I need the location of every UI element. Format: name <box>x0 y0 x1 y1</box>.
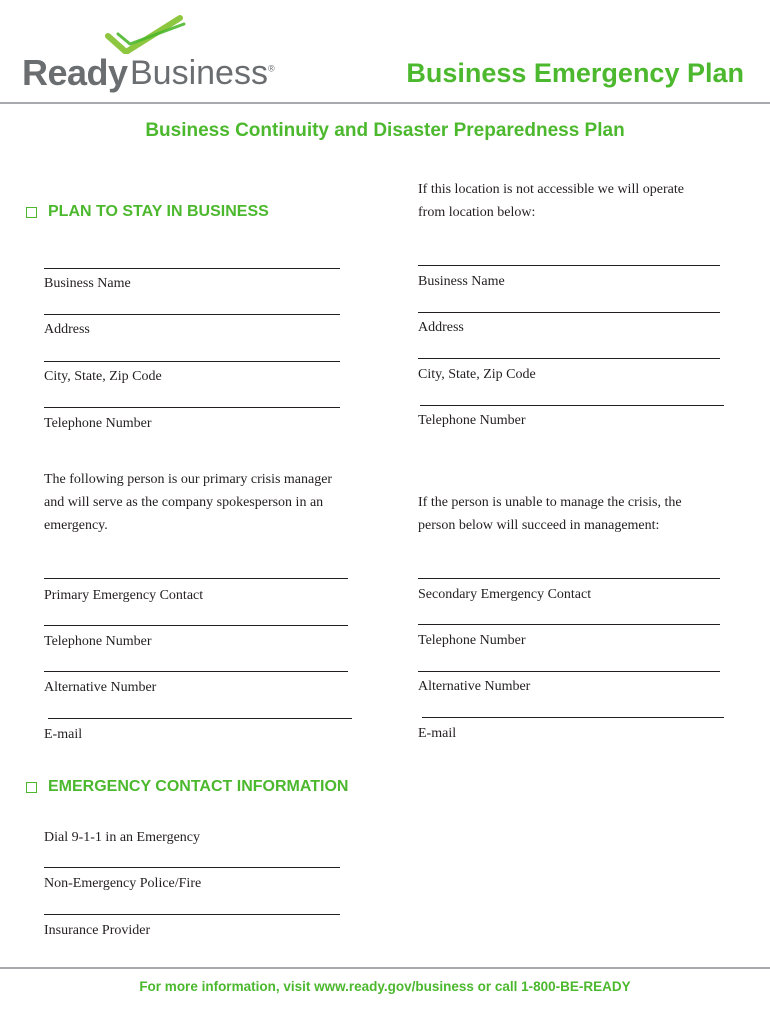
primary-contact-intro <box>44 468 364 537</box>
logo-word-business <box>130 54 275 93</box>
logo-business-text: Business <box>130 54 268 92</box>
secondary-contact-label: Secondary Emergency Contact <box>418 587 592 602</box>
stay-in-business-heading <box>26 203 269 221</box>
insurance-field[interactable] <box>44 914 340 915</box>
primary-alternative-field[interactable] <box>44 671 348 672</box>
logo-word-ready: Ready <box>22 52 128 93</box>
address-field[interactable] <box>44 314 340 315</box>
secondary-telephone-field[interactable] <box>418 624 720 625</box>
alt-address-label: Address <box>418 320 464 335</box>
telephone-label: Telephone Number <box>44 416 152 431</box>
secondary-alternative-field[interactable] <box>418 671 720 672</box>
secondary-email-label: E-mail <box>418 726 457 741</box>
emergency-contact-heading-text: EMERGENCY CONTACT INFORMATION <box>48 778 349 795</box>
alt-telephone-field[interactable] <box>420 405 724 406</box>
primary-alternative-label: Alternative Number <box>44 680 157 695</box>
checkmark-icon <box>104 14 190 54</box>
primary-telephone-field[interactable] <box>44 625 348 626</box>
alt-telephone-label: Telephone Number <box>418 413 526 428</box>
secondary-alternative-label: Alternative Number <box>418 679 531 694</box>
secondary-email-field[interactable] <box>422 717 724 718</box>
primary-email-field[interactable] <box>48 718 352 719</box>
alternate-location-intro <box>418 178 748 224</box>
alt-city-state-zip-label: City, State, Zip Code <box>418 367 536 382</box>
stay-in-business-checkbox[interactable] <box>26 207 37 218</box>
alt-business-name-field[interactable] <box>418 265 720 266</box>
ready-business-logo <box>22 14 275 96</box>
emergency-contact-heading <box>26 778 348 796</box>
footer-rule <box>0 967 770 969</box>
registered-mark: ® <box>267 63 275 74</box>
business-name-label: Business Name <box>44 276 131 291</box>
non-emergency-label: Non-Emergency Police/Fire <box>44 876 202 891</box>
primary-telephone-label: Telephone Number <box>44 634 152 649</box>
document-title: Business Emergency Plan <box>406 58 744 88</box>
primary-contact-intro-line: and will serve as the company spokesperson in an <box>44 495 324 510</box>
alt-address-field[interactable] <box>418 312 720 313</box>
primary-email-label: E-mail <box>44 727 83 742</box>
emergency-contact-checkbox[interactable] <box>26 782 37 793</box>
alternate-location-intro-line: from location below: <box>418 205 536 220</box>
document-subtitle: Business Continuity and Disaster Preparedness Plan <box>145 120 625 141</box>
primary-contact-intro-line: The following person is our primary crisis manager <box>44 472 333 487</box>
footer-info: For more information, visit www.ready.gov/business or call 1-800-BE-READY <box>139 979 631 994</box>
address-label: Address <box>44 322 90 337</box>
alternate-location-intro-line: If this location is not accessible we will operate <box>418 182 684 197</box>
secondary-contact-intro-line: If the person is unable to manage the crisis, the <box>418 495 682 510</box>
non-emergency-field[interactable] <box>44 867 340 868</box>
city-state-zip-field[interactable] <box>44 361 340 362</box>
stay-in-business-heading-text: PLAN TO STAY IN BUSINESS <box>48 203 269 220</box>
primary-contact-intro-line: emergency. <box>44 518 108 533</box>
alt-city-state-zip-field[interactable] <box>418 358 720 359</box>
dial-911-label: Dial 9-1-1 in an Emergency <box>44 830 201 845</box>
primary-contact-label: Primary Emergency Contact <box>44 588 204 603</box>
city-state-zip-label: City, State, Zip Code <box>44 369 162 384</box>
business-name-field[interactable] <box>44 268 340 269</box>
header-rule <box>0 102 770 104</box>
secondary-contact-field[interactable] <box>418 578 720 579</box>
secondary-contact-intro-line: person below will succeed in management: <box>418 518 660 533</box>
insurance-label: Insurance Provider <box>44 923 151 938</box>
alt-business-name-label: Business Name <box>418 274 505 289</box>
secondary-contact-intro <box>418 491 748 537</box>
telephone-field[interactable] <box>44 407 340 408</box>
secondary-telephone-label: Telephone Number <box>418 633 526 648</box>
primary-contact-field[interactable] <box>44 578 348 579</box>
